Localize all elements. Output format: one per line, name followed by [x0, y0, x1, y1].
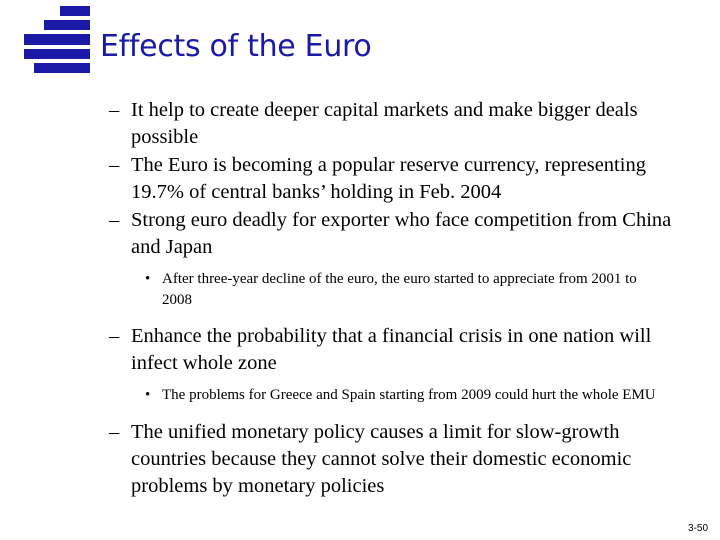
- bullet-dash: –: [109, 99, 120, 121]
- bullet-dash: –: [109, 325, 120, 347]
- bullet-dash: –: [109, 209, 120, 231]
- bullet-dash: –: [109, 154, 120, 176]
- bullet-dash: –: [109, 420, 120, 443]
- slide-logo-icon: [8, 6, 90, 76]
- bullet-text: The problems for Greece and Spain starting from 2009 could hurt the whole EMU: [162, 387, 656, 403]
- bullet-item: [0, 152, 674, 206]
- bullet-dot: •: [145, 271, 151, 287]
- bullet-text: After three-year decline of the euro, the euro started to appreciate from 2001 to 2008: [162, 271, 637, 308]
- bullet-dot: •: [145, 387, 151, 403]
- bullet-text: It help to create deeper capital markets and make bigger deals possible: [131, 99, 638, 148]
- page-number: 3-50: [687, 523, 708, 534]
- bullet-text: Strong euro deadly for exporter who face competition from China and Japan: [131, 209, 672, 258]
- logo-stripe: [34, 63, 90, 73]
- bullet-list: [0, 96, 720, 500]
- bullet-text: Enhance the probability that a financial crisis in one nation will infect whole zone: [131, 325, 652, 374]
- logo-stripe: [60, 6, 90, 16]
- bullet-item: [0, 419, 674, 500]
- bullet-item: [0, 207, 674, 261]
- logo-stripe: [24, 49, 90, 59]
- bullet-item: [0, 97, 674, 151]
- bullet-item: [0, 323, 674, 377]
- sub-bullet-item: [0, 269, 670, 310]
- bullet-text: The Euro is becoming a popular reserve currency, representing 19.7% of central banks’ holding in Feb. 2004: [131, 154, 646, 203]
- sub-bullet-item: [0, 385, 670, 406]
- slide-title: Effects of the Euro: [100, 29, 372, 64]
- bullet-text: The unified monetary policy causes a limit for slow-growth countries because they cannot solve their domestic economic problems by monetary policies: [131, 420, 632, 497]
- logo-stripe: [44, 20, 90, 30]
- logo-stripe: [24, 34, 90, 45]
